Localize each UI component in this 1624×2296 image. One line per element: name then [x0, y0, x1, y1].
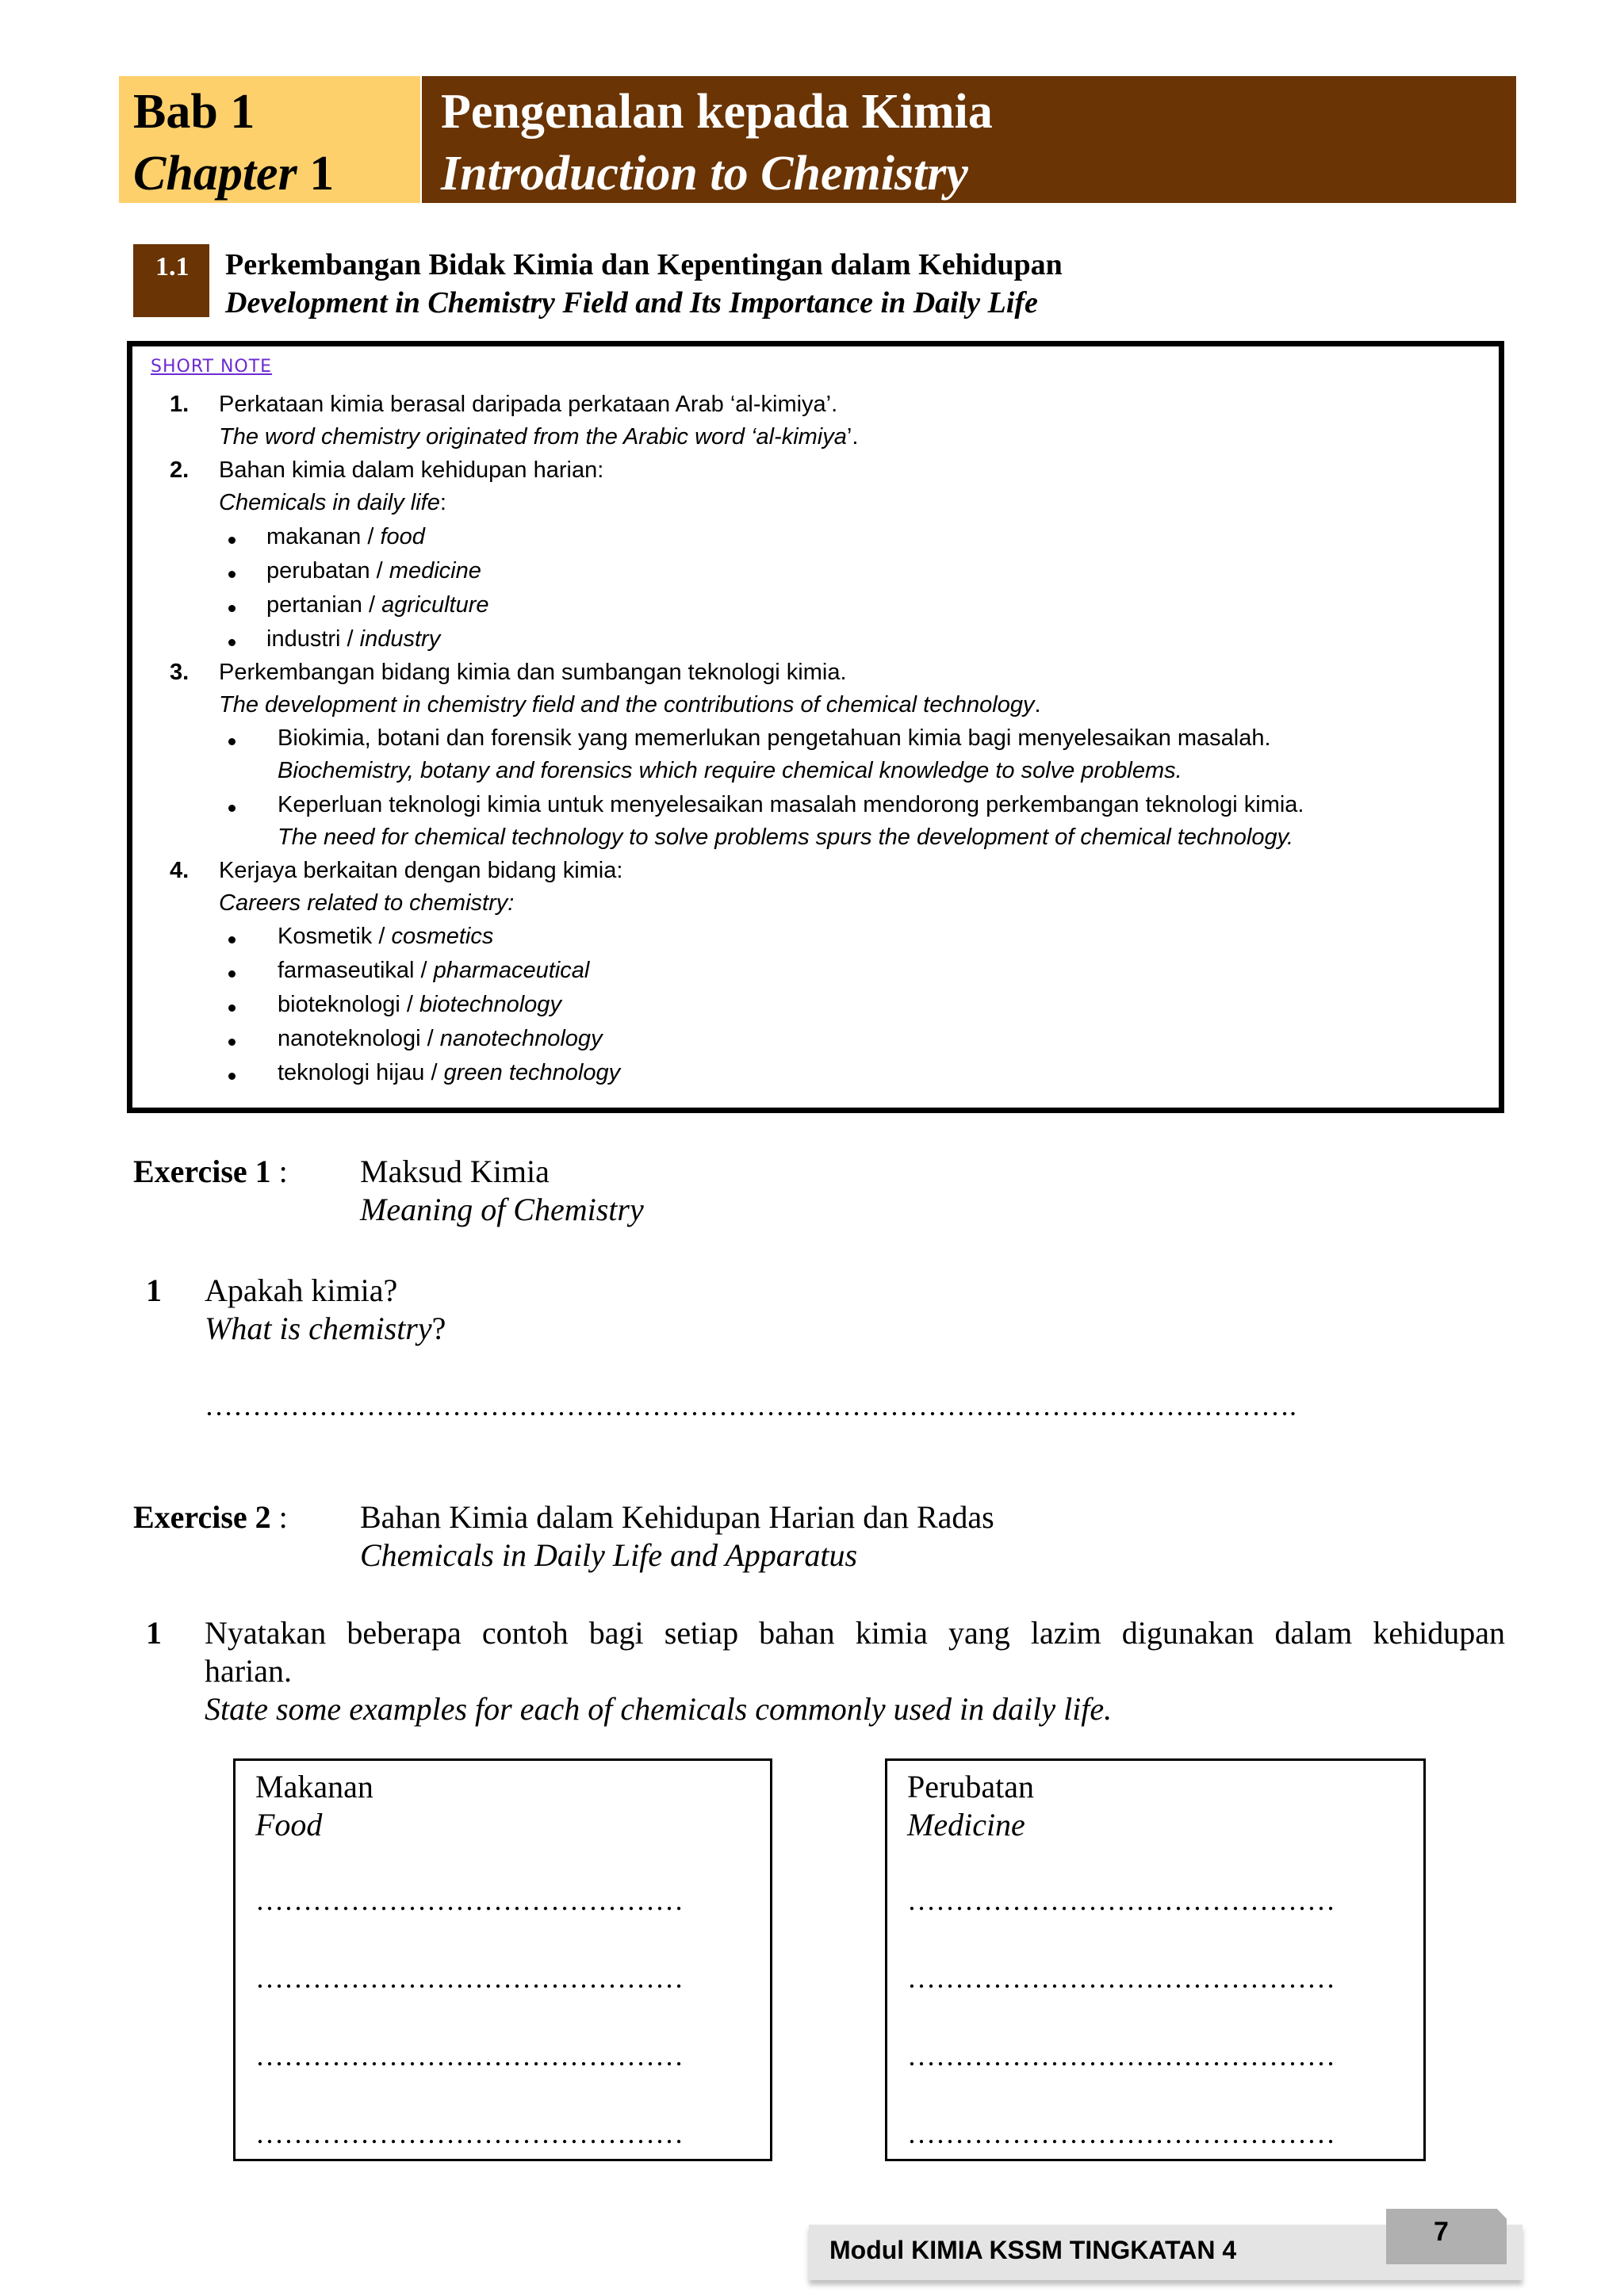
note-bullet: makanan / food	[266, 524, 425, 549]
bullet-icon	[228, 805, 236, 812]
answer-line[interactable]: ………………………………………	[255, 1962, 684, 1994]
section-title-en: Development in Chemistry Field and Its Importance in Daily Life	[225, 286, 1038, 320]
chapter-label-en: Chapter 1	[133, 147, 335, 201]
exercise-2-title-en: Chemicals in Daily Life and Apparatus	[360, 1537, 858, 1573]
answer-line[interactable]: ………………………………………	[907, 1885, 1335, 1916]
exercise-1-title-en: Meaning of Chemistry	[360, 1192, 644, 1227]
bullet-icon	[228, 1039, 236, 1046]
question-text-en: What is chemistry?	[205, 1311, 446, 1346]
note-item-number: 4.	[170, 858, 190, 883]
section-number: 1.1	[155, 252, 190, 281]
note-bullet-en: The need for chemical technology to solve problems spurs the development of chemical technology.	[278, 825, 1293, 850]
chapter-label-ms: Bab 1	[133, 85, 255, 139]
page-number: 7	[1434, 2217, 1449, 2247]
note-item-text-en: Chemicals in daily life:	[219, 490, 446, 515]
note-bullet: pertanian / agriculture	[266, 592, 489, 618]
note-item-text-ms: Bahan kimia dalam kehidupan harian:	[219, 457, 604, 483]
exercise-2-label: Exercise 2 :	[133, 1499, 288, 1535]
question-text-ms-line1: Nyatakan beberapa contoh bagi setiap bahan kimia yang lazim digunakan dalam kehidupan	[205, 1615, 1505, 1651]
answer-line[interactable]: …………………………………………………………………………………………………….	[205, 1390, 1297, 1422]
exercise-1-title-ms: Maksud Kimia	[360, 1154, 550, 1189]
note-bullet: farmaseutikal / pharmaceutical	[278, 958, 590, 983]
answer-box-title-ms: Perubatan	[907, 1769, 1034, 1804]
answer-line[interactable]: ………………………………………	[255, 2040, 684, 2072]
note-bullet: teknologi hijau / green technology	[278, 1060, 621, 1085]
note-bullet-en: Biochemistry, botany and forensics which require chemical knowledge to solve problems.	[278, 758, 1182, 783]
answer-box-title-en: Food	[255, 1807, 323, 1843]
section-title-ms: Perkembangan Bidak Kimia dan Kepentingan dalam Kehidupan	[225, 248, 1063, 281]
note-item-text-ms: Perkembangan bidang kimia dan sumbangan teknologi kimia.	[219, 660, 847, 685]
note-bullet-ms: Biokimia, botani dan forensik yang memerlukan pengetahuan kimia bagi menyelesaikan masalah.	[278, 725, 1271, 751]
question-text-ms: Apakah kimia?	[205, 1272, 398, 1308]
bullet-icon	[228, 970, 236, 978]
note-item-number: 2.	[170, 457, 190, 483]
bullet-icon	[228, 1004, 236, 1012]
short-note-label: SHORT NOTE	[151, 357, 273, 377]
answer-line[interactable]: ………………………………………	[255, 1885, 684, 1916]
bullet-icon	[228, 571, 236, 578]
question-number: 1	[146, 1272, 162, 1308]
note-item-text-ms: Perkataan kimia berasal daripada perkataan Arab ‘al-kimiya’.	[219, 392, 838, 417]
note-bullet: perubatan / medicine	[266, 558, 481, 584]
answer-line[interactable]: ………………………………………	[907, 1962, 1335, 1994]
chapter-title-block	[422, 76, 1516, 203]
note-item-number: 1.	[170, 392, 190, 417]
exercise-1-label: Exercise 1 :	[133, 1154, 288, 1189]
note-bullet-ms: Keperluan teknologi kimia untuk menyelesaikan masalah mendorong perkembangan teknologi kimia.	[278, 792, 1304, 817]
note-bullet: industri / industry	[266, 626, 441, 652]
bullet-icon	[228, 1073, 236, 1080]
answer-box-title-ms: Makanan	[255, 1769, 373, 1804]
question-text-ms-line2: harian.	[205, 1653, 292, 1689]
section-title	[225, 246, 1063, 322]
bullet-icon	[228, 936, 236, 943]
exercise-2-title-ms: Bahan Kimia dalam Kehidupan Harian dan Radas	[360, 1499, 994, 1535]
note-item-text-en: The development in chemistry field and the contributions of chemical technology.	[219, 692, 1041, 718]
bullet-icon	[228, 738, 236, 745]
note-item-text-ms: Kerjaya berkaitan dengan bidang kimia:	[219, 858, 623, 883]
bullet-icon	[228, 605, 236, 612]
answer-line[interactable]: ………………………………………	[907, 2040, 1335, 2072]
bullet-icon	[228, 639, 236, 646]
note-item-text-en: Careers related to chemistry:	[219, 890, 515, 916]
section-number-badge	[133, 244, 209, 317]
note-item-number: 3.	[170, 660, 190, 685]
note-bullet: bioteknologi / biotechnology	[278, 992, 561, 1017]
answer-box-title-en: Medicine	[907, 1807, 1025, 1843]
answer-line[interactable]: ………………………………………	[255, 2118, 684, 2149]
note-bullet: nanoteknologi / nanotechnology	[278, 1026, 603, 1051]
note-item-text-en: The word chemistry originated from the Arabic word ‘al-kimiya’.	[219, 424, 859, 450]
note-bullet: Kosmetik / cosmetics	[278, 924, 494, 949]
answer-line[interactable]: ………………………………………	[907, 2118, 1335, 2149]
chapter-title-en: Introduction to Chemistry	[441, 147, 968, 201]
question-number: 1	[146, 1615, 162, 1651]
question-text-en: State some examples for each of chemicals commonly used in daily life.	[205, 1691, 1113, 1727]
chapter-label-block	[119, 76, 420, 203]
bullet-icon	[228, 537, 236, 544]
footer-module-title: Modul KIMIA KSSM TINGKATAN 4	[829, 2236, 1237, 2264]
chapter-title-ms: Pengenalan kepada Kimia	[441, 85, 993, 139]
